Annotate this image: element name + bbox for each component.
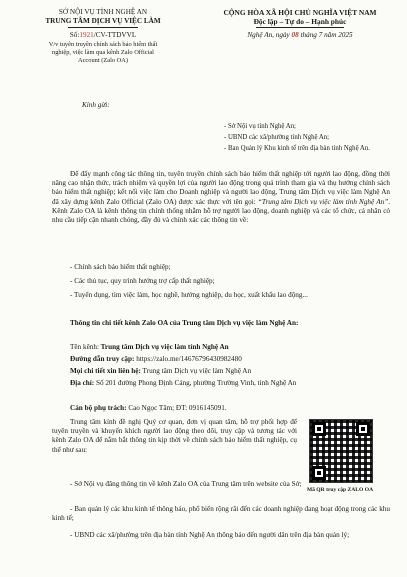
zalo-link[interactable]: https://zalo.me/1467679643098248​0 bbox=[134, 355, 242, 363]
qr-code-icon bbox=[309, 419, 373, 483]
section-title: Thông tin chi tiết kênh Zalo OA của Trung tâm Dịch vụ việc làm Nghệ An: bbox=[70, 319, 299, 327]
qr-caption: Mã QR truy cập ZALO OA bbox=[306, 487, 374, 493]
salutation: Kính gửi: bbox=[82, 101, 110, 109]
issue-date: Nghệ An, ngày 08 tháng 7 năm 2025 bbox=[247, 31, 353, 39]
zalo-qr-block bbox=[300, 419, 380, 507]
topic-bullet: - Các thủ tục, quy trình hưởng trợ cấp thất nghiệp; bbox=[70, 277, 215, 285]
recipient-item: - UBND các xã/phường tỉnh Nghệ An; bbox=[224, 134, 330, 141]
detail-officer: Cán bộ phụ trách: Cao Ngọc Tâm; ĐT: 0916145091. bbox=[70, 404, 227, 412]
request-item: - Ban quản lý các khu kinh tế thông báo, phổ biến rộng rãi đến các doanh nghiệp đang hoạt động trong các khu kinh tế; bbox=[52, 505, 390, 523]
parent-organization: SỞ NỘI VỤ TỈNH NGHỆ AN bbox=[58, 8, 148, 16]
national-header bbox=[200, 8, 400, 40]
intro-paragraph: Để đẩy mạnh công tác thông tin, tuyên truyền chính sách bảo hiểm thất nghiệp tới người lao động, đồng thời nâng cao nhận thức, trách nhiệm và quyền lợi của người lao động trong quá trình tham gia và thụ hưởng chính sách bảo hiểm thất nghiệp; kết nối việc làm cho Doanh nghiệp và người lao động, Trung tâm Dịch vụ việc làm Nghệ An đã xây dựng kênh Zalo Official (Zalo OA) được xác thực với tên gọi: “Trung tâm Dịch vụ việc làm tỉnh Nghệ An”. Kênh Zalo OA là kênh thông tin chính thống nhằm hỗ trợ người lao động, doanh nghiệp và các tổ chức, cá nhân có nhu cầu tiếp cận nhanh chóng, đầy đủ và chính xác các thông tin về: bbox=[52, 170, 390, 225]
topic-bullet: - Tuyển dụng, tìm việc làm, học nghề, hướng nghiệp, du học, xuất khẩu lao động... bbox=[70, 291, 308, 299]
detail-access-link: Đường dẫn truy cập: https://zalo.me/1467679643098248​0 bbox=[70, 355, 242, 363]
issuing-organization: TRUNG TÂM DỊCH VỤ VIỆC LÀM bbox=[45, 17, 161, 25]
recipient-item: - Sở Nội vụ tỉnh Nghệ An; bbox=[224, 123, 296, 130]
national-motto: Độc lập – Tự do – Hạnh phúc bbox=[253, 17, 347, 26]
issuer-block bbox=[18, 8, 188, 65]
issuer-underline bbox=[68, 27, 138, 28]
request-paragraph: Trung tâm kính đề nghị Quý cơ quan, đơn vị quan tâm, hỗ trợ phối hợp để tuyên truyền và khuyến khích người lao động theo dõi, truy cập và tương tác với kênh Zalo OA để nắm bắt thông tin kịp thời về chính sách bảo hiểm thất nghiệp, cụ thể như sau: bbox=[52, 418, 297, 454]
motto-underline bbox=[256, 27, 344, 28]
request-item: - Sở Nội vụ đăng thông tin về kênh Zalo OA của Trung tâm trên website của Sở; bbox=[70, 480, 302, 488]
request-item: - UBND các xã/phường trên địa bàn tỉnh Nghệ An thông báo đến người dân trên địa bàn quản lý; bbox=[70, 531, 350, 539]
detail-address: Địa chỉ: Số 201 đường Phong Định Cảng, phường Trường Vinh, tỉnh Nghệ An bbox=[70, 379, 297, 387]
recipient-item: - Ban Quản lý Khu kinh tế trên địa bàn tỉnh Nghệ An. bbox=[224, 145, 370, 152]
document-number: Số:1921/CV-TTDVVL bbox=[69, 31, 137, 39]
document-subject: V/v tuyên truyền chính sách bảo hiểm thất nghiệp, việc làm qua kênh Zalo Official Account (Zalo OA) bbox=[48, 41, 158, 64]
topic-bullet: - Chính sách bảo hiểm thất nghiệp; bbox=[70, 263, 171, 271]
detail-channel-name: Tên kênh: Trung tâm Dịch vụ việc làm tỉnh Nghệ An bbox=[70, 343, 229, 351]
detail-contact: Mọi chi tiết xin liên hệ: Trung tâm Dịch vụ việc làm Nghệ An bbox=[70, 367, 252, 375]
nation-name: CỘNG HÒA XÃ HỘI CHỦ NGHĨA VIỆT NAM bbox=[223, 8, 377, 17]
